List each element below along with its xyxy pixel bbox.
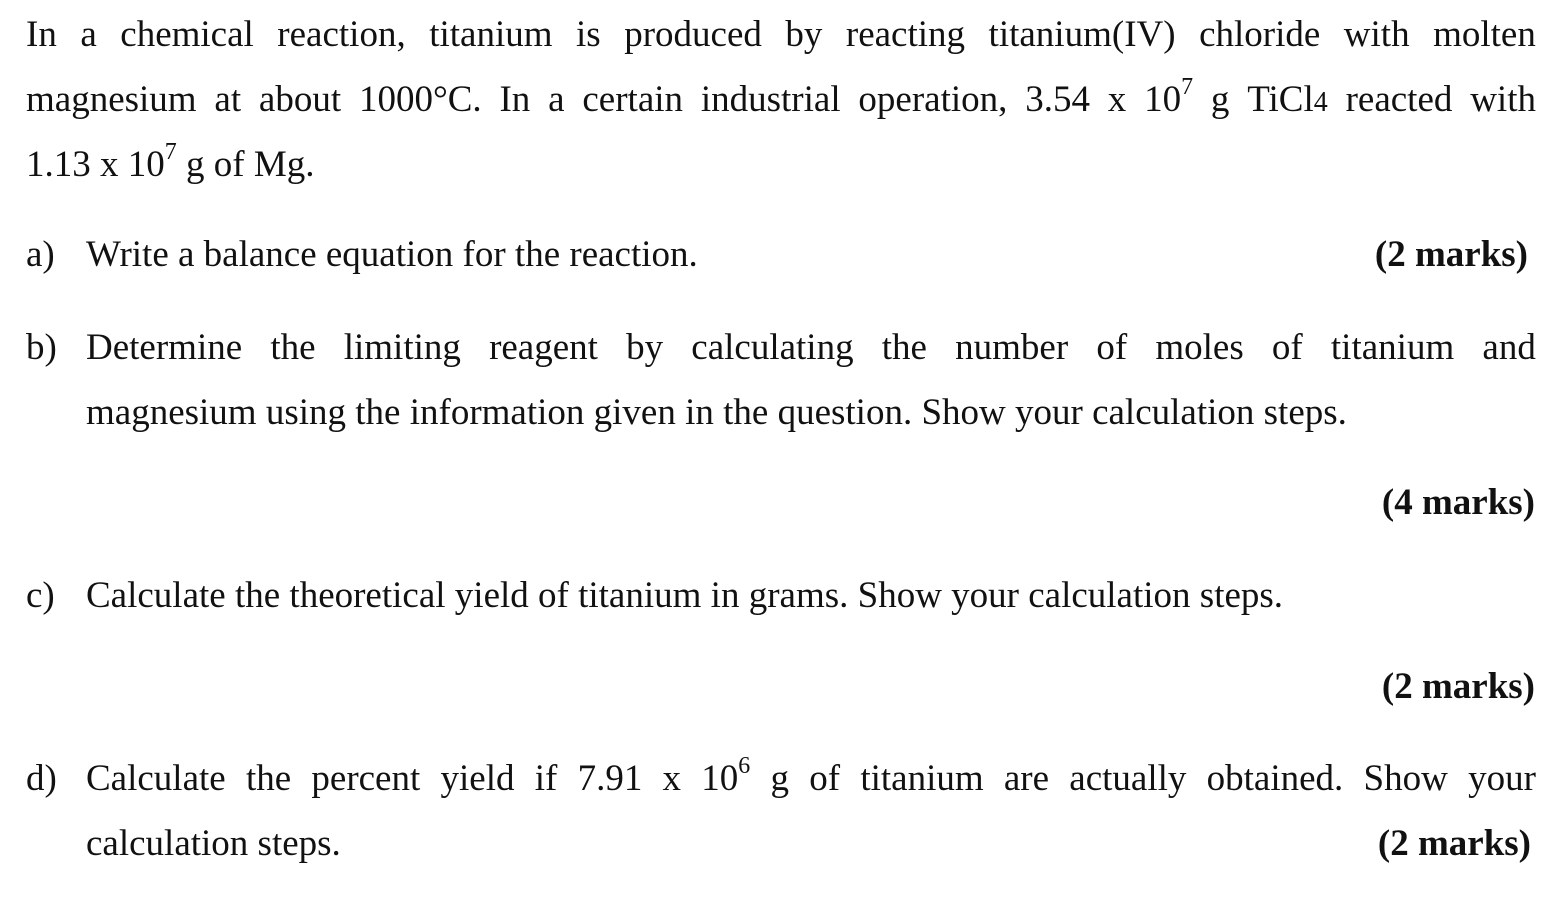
word: the	[245, 758, 292, 799]
word: chloride	[1199, 14, 1321, 55]
word: with	[1343, 14, 1410, 55]
question-b-label: b)	[26, 327, 57, 368]
intro-line-3	[26, 138, 1536, 185]
word: reaction,	[277, 14, 406, 55]
question-b-marks: (4 marks)	[1381, 482, 1535, 523]
word: produced	[624, 14, 762, 55]
word: by	[785, 14, 823, 55]
word: of	[1271, 327, 1303, 368]
word: 7.91	[577, 758, 643, 799]
intro-line-2	[26, 73, 1536, 120]
word: a	[80, 14, 97, 55]
intro-line-1	[26, 16, 1536, 53]
question-c-text: Calculate the theoretical yield of titanium in grams. Show your calculation steps.	[86, 575, 1284, 616]
word: calculating	[691, 327, 854, 368]
question-b-line-2: magnesium using the information given in the question. Show your calculation steps.	[86, 392, 1347, 433]
word: limiting	[343, 327, 461, 368]
word: if	[534, 758, 558, 799]
word: magnesium	[26, 79, 197, 120]
exponent: 6	[738, 752, 751, 779]
question-a-text: Write a balance equation for the reaction.	[86, 234, 698, 275]
power-of-ten	[1144, 73, 1194, 120]
word: Calculate	[86, 758, 226, 799]
word: moles	[1155, 327, 1244, 368]
word: 10	[701, 758, 739, 799]
word: and	[1482, 327, 1536, 368]
word: x	[1107, 79, 1127, 120]
word: your	[1468, 758, 1536, 799]
word: reacted	[1345, 79, 1453, 120]
question-d-label: d)	[26, 758, 57, 799]
word: titanium	[1330, 327, 1455, 368]
question-d-line-2: calculation steps.	[86, 823, 341, 864]
word: at	[214, 79, 242, 120]
word: TiCl	[1247, 79, 1314, 120]
question-c-label: c)	[26, 575, 55, 616]
word: titanium	[860, 758, 984, 799]
subscript: 4	[1313, 87, 1328, 118]
word: g	[770, 758, 790, 799]
word: Show	[1363, 758, 1448, 799]
word: about	[258, 79, 342, 120]
text: g of Mg.	[176, 144, 315, 185]
question-a-label: a)	[26, 234, 55, 275]
word: titanium(IV)	[988, 14, 1176, 55]
word: reacting	[845, 14, 966, 55]
word: molten	[1433, 14, 1536, 55]
word: number	[955, 327, 1069, 368]
word: is	[576, 14, 601, 55]
power-of-ten	[701, 752, 751, 799]
exponent: 7	[164, 138, 177, 165]
word: certain	[582, 79, 684, 120]
word: the	[270, 327, 316, 368]
word: of	[1096, 327, 1128, 368]
question-c-marks: (2 marks)	[1381, 666, 1535, 707]
text: 1.13 x 10	[26, 144, 165, 185]
word: industrial	[700, 79, 841, 120]
question-a-marks: (2 marks)	[1374, 234, 1528, 275]
word: g	[1210, 79, 1230, 120]
word: Determine	[86, 327, 243, 368]
word: yield	[440, 758, 515, 799]
word: chemical	[120, 14, 254, 55]
word: percent	[311, 758, 421, 799]
word: 10	[1144, 79, 1182, 120]
word: In	[499, 79, 531, 120]
word: operation,	[858, 79, 1008, 120]
word: are	[1003, 758, 1050, 799]
word: reagent	[489, 327, 598, 368]
exponent: 7	[1181, 73, 1194, 100]
word: In	[26, 14, 57, 55]
question-d-marks: (2 marks)	[1377, 823, 1531, 864]
question-b-line-1	[86, 329, 1536, 366]
word: actually	[1069, 758, 1187, 799]
word: x	[662, 758, 682, 799]
word: obtained.	[1206, 758, 1344, 799]
word: by	[626, 327, 664, 368]
word: the	[881, 327, 927, 368]
word: with	[1470, 79, 1536, 120]
question-d-line-1	[86, 752, 1536, 799]
formula-ticl4	[1247, 81, 1328, 118]
word: 1000°C.	[358, 79, 482, 120]
word: of	[809, 758, 841, 799]
word: a	[548, 79, 565, 120]
word: 3.54	[1025, 79, 1090, 120]
word: titanium	[429, 14, 553, 55]
